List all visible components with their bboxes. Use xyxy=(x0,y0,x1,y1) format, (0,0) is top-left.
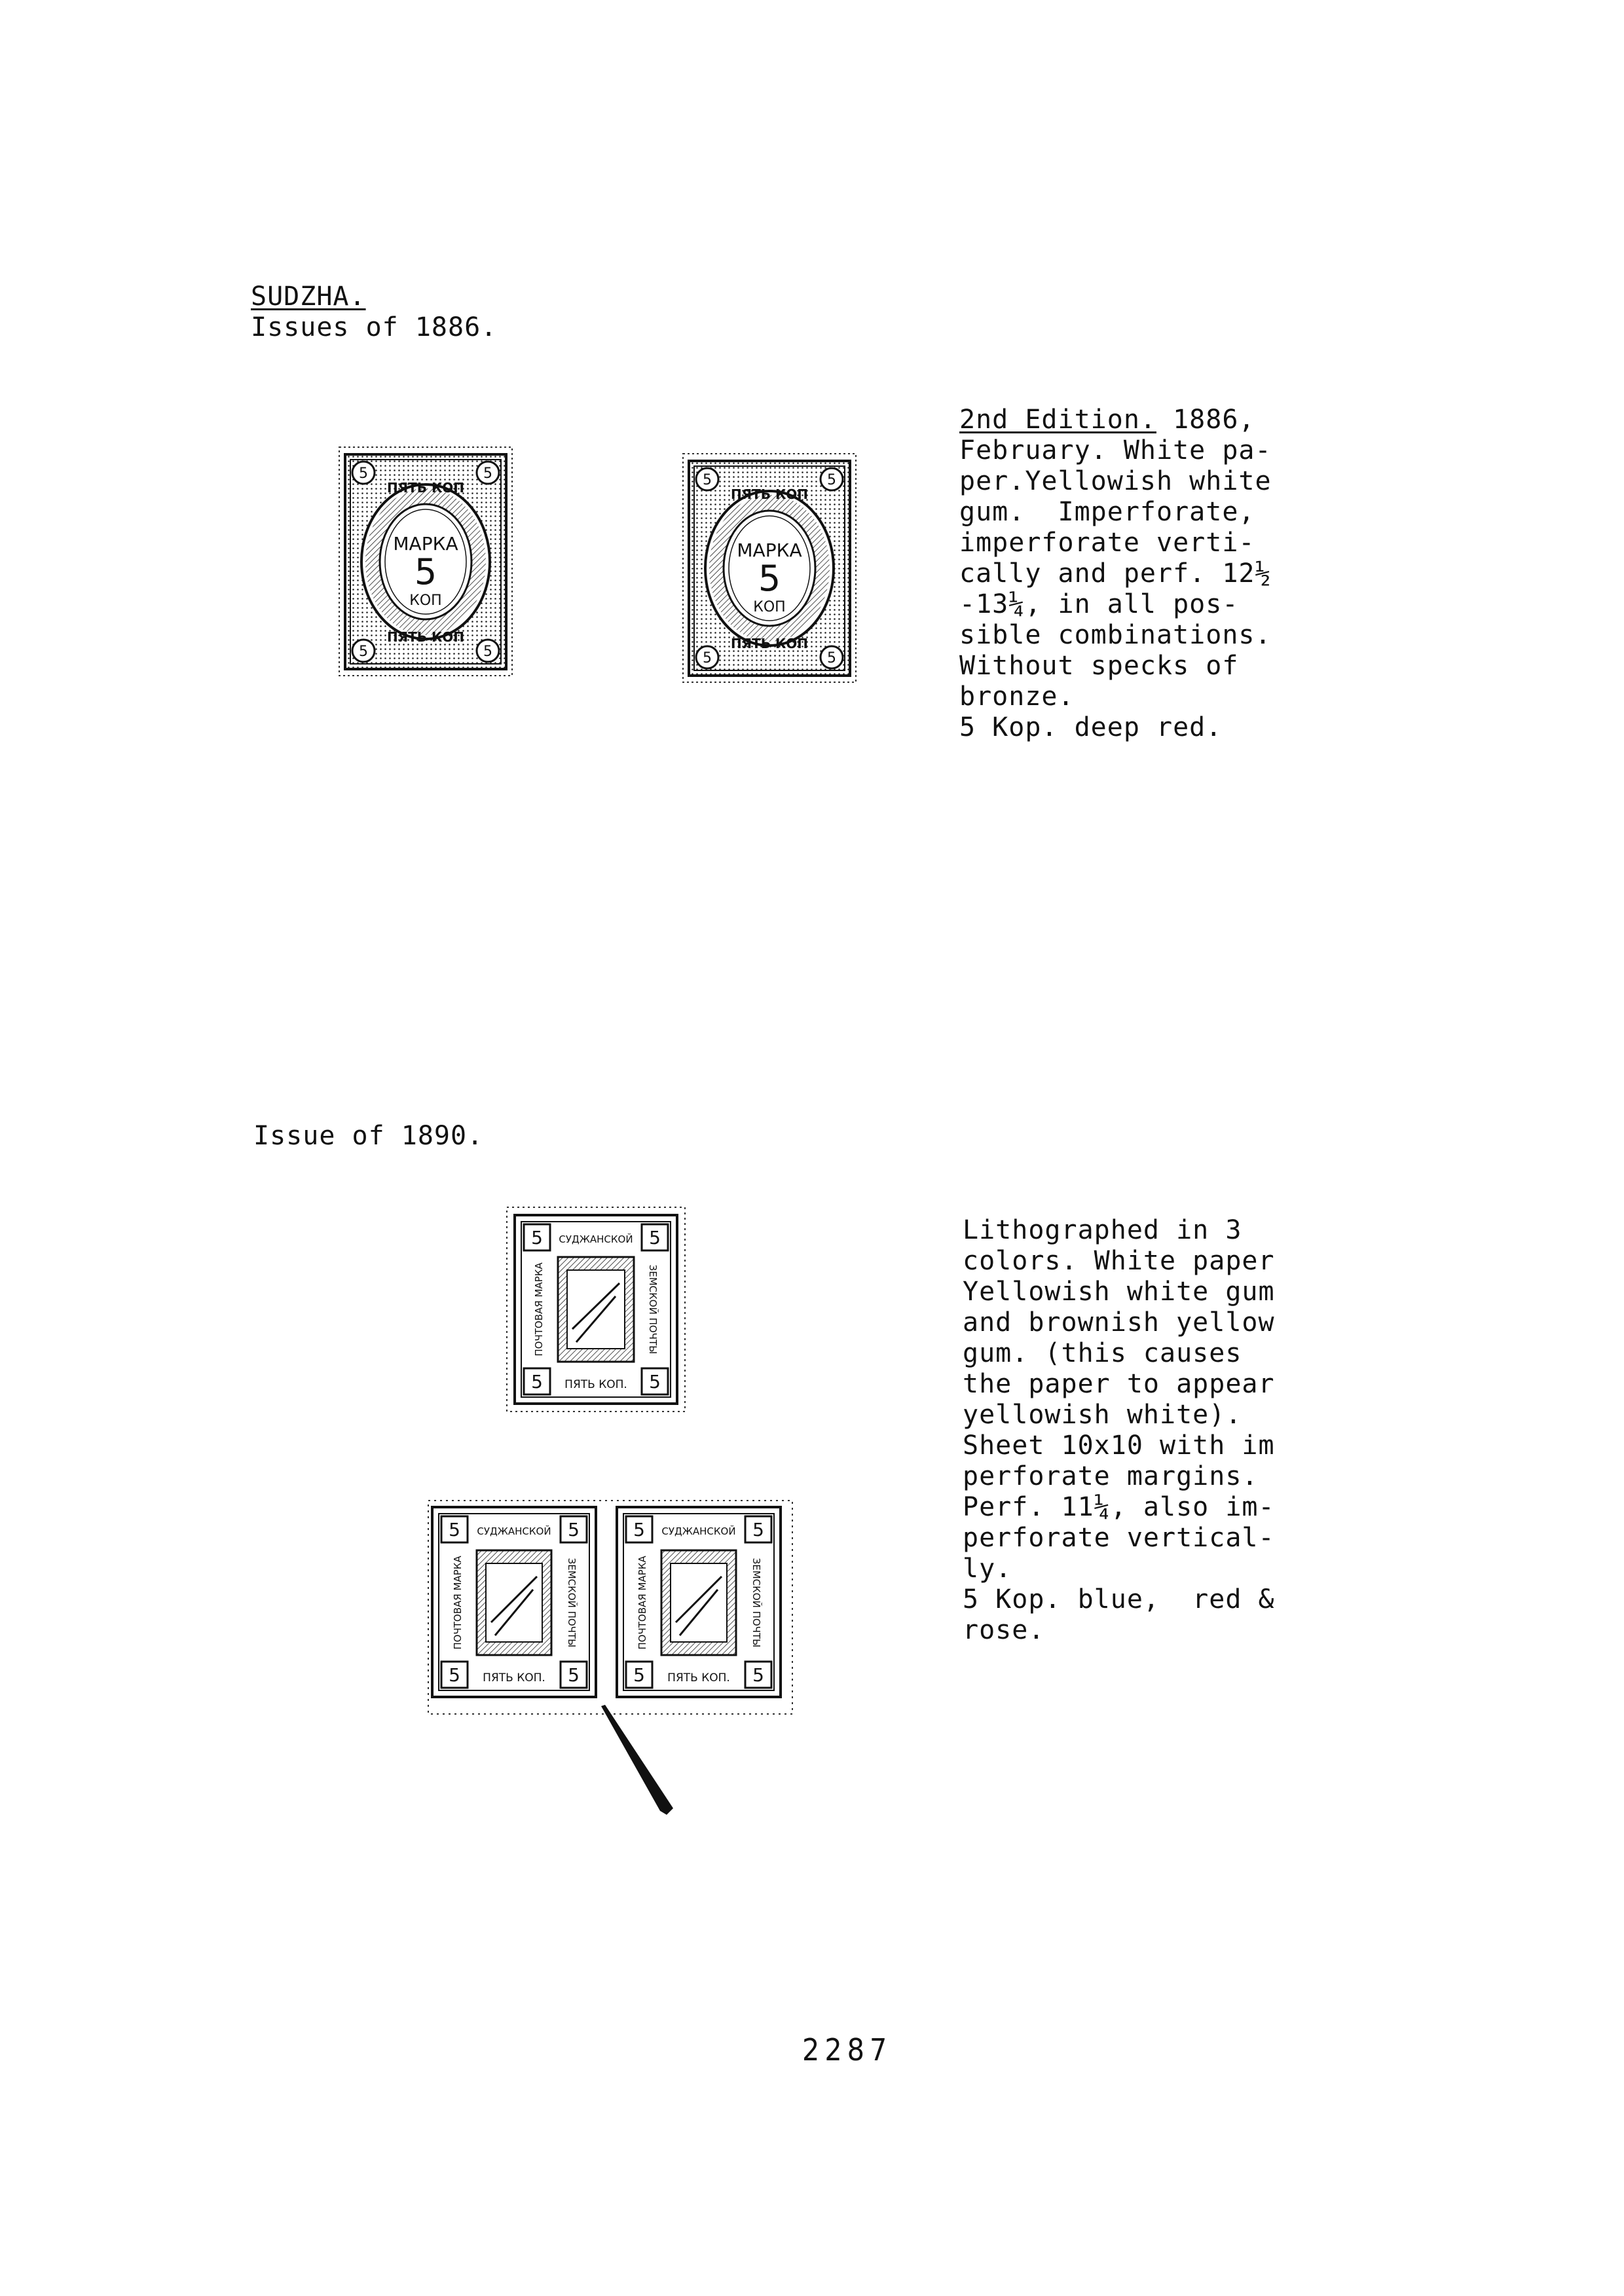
stamp-top-text: ПЯТЬ КОП xyxy=(730,486,809,502)
description-line: Sheet 10x10 with im xyxy=(963,1430,1275,1461)
stamp-top-text: СУДЖАНСКОЙ xyxy=(559,1233,633,1245)
stamp-1890-pair xyxy=(427,1499,794,1715)
corner-value: 5 xyxy=(359,644,368,660)
page-number: 2287 xyxy=(802,2032,893,2068)
description-line: yellowish white). xyxy=(963,1400,1242,1430)
description-line: perforate margins. xyxy=(963,1461,1259,1491)
corner-value: 5 xyxy=(633,1664,645,1686)
description-line: gum. Imperforate, xyxy=(959,497,1255,527)
description-line: Lithographed in 3 xyxy=(963,1215,1242,1245)
description-line: ly. xyxy=(963,1554,1012,1584)
description-line: Without specks of xyxy=(959,651,1239,681)
corner-value: 5 xyxy=(752,1519,764,1540)
stamp-center-word: МАРКА xyxy=(737,539,802,561)
corner-value: 5 xyxy=(531,1371,543,1393)
stamp-bottom-text: ПЯТЬ КОП xyxy=(386,629,465,645)
stamp-right-text: ЗЕМСКОЙ ПОЧТЫ xyxy=(750,1558,762,1648)
corner-value: 5 xyxy=(483,465,492,482)
issues-1886-title: Issues of 1886. xyxy=(251,312,498,342)
description-line: 5 Kop. deep red. xyxy=(959,712,1223,742)
stamp-right-text: ЗЕМСКОЙ ПОЧТЫ xyxy=(647,1264,659,1355)
corner-value: 5 xyxy=(449,1664,460,1686)
stamp-1886-right xyxy=(681,452,858,684)
description-line: -13¼, in all pos- xyxy=(959,589,1239,619)
edition-title: 2nd Edition. xyxy=(959,405,1156,435)
stamp-top-text: СУДЖАНСКОЙ xyxy=(661,1525,736,1537)
description-line: rose. xyxy=(963,1615,1045,1645)
stamp-pair-left xyxy=(432,1507,596,1697)
description-line: and brownish yellow xyxy=(963,1307,1275,1338)
description-1886 xyxy=(959,405,1365,743)
corner-value: 5 xyxy=(568,1664,580,1686)
corner-value: 5 xyxy=(531,1227,543,1248)
description-line: the paper to appear xyxy=(963,1369,1275,1399)
description-line: perforate vertical- xyxy=(963,1523,1275,1553)
stamp-top-text: СУДЖАНСКОЙ xyxy=(477,1525,551,1537)
pointer-arrow-icon xyxy=(589,1702,681,1820)
corner-value: 5 xyxy=(703,472,712,488)
description-line: sible combinations. xyxy=(959,620,1272,650)
description-line: cally and perf. 12½ xyxy=(959,558,1272,589)
corner-value: 5 xyxy=(827,650,836,666)
issue-1890-title: Issue of 1890. xyxy=(253,1121,484,1151)
description-line: 5 Kop. blue, red & xyxy=(963,1584,1275,1614)
stamp-left-text: ПОЧТОВАЯ МАРКА xyxy=(637,1556,648,1650)
town-title: SUDZHA. xyxy=(251,282,366,312)
description-line: imperforate verti- xyxy=(959,528,1255,558)
description-line: colors. White paper xyxy=(963,1246,1275,1276)
stamp-value: 5 xyxy=(414,551,437,592)
description-line: per.Yellowish white xyxy=(959,466,1272,496)
heading-block xyxy=(251,282,497,343)
stamp-top-text: ПЯТЬ КОП xyxy=(386,480,465,496)
stamp-left-text: ПОЧТОВАЯ МАРКА xyxy=(452,1556,464,1650)
description-line: gum. (this causes xyxy=(963,1338,1242,1368)
corner-value: 5 xyxy=(359,465,368,482)
description-line: 1886, xyxy=(1156,405,1255,435)
stamp-left-text: ПОЧТОВАЯ МАРКА xyxy=(533,1262,545,1357)
stamp-unit: КОП xyxy=(409,592,442,609)
stamp-unit: КОП xyxy=(753,599,786,615)
corner-value: 5 xyxy=(703,650,712,666)
description-line: February. White pa- xyxy=(959,435,1272,465)
corner-value: 5 xyxy=(449,1519,460,1540)
corner-value: 5 xyxy=(649,1371,661,1393)
description-1890 xyxy=(963,1215,1369,1646)
stamp-1890-single xyxy=(504,1205,688,1414)
corner-value: 5 xyxy=(649,1227,661,1248)
description-line: Yellowish white gum xyxy=(963,1277,1275,1307)
stamp-bottom-text: ПЯТЬ КОП. xyxy=(564,1378,627,1391)
stamp-right-text: ЗЕМСКОЙ ПОЧТЫ xyxy=(566,1558,578,1648)
stamp-center-word: МАРКА xyxy=(393,533,458,555)
stamp-bottom-text: ПЯТЬ КОП. xyxy=(667,1671,730,1685)
description-1886-first-line xyxy=(959,405,1365,435)
description-line: Perf. 11¼, also im- xyxy=(963,1492,1275,1522)
stamp-value: 5 xyxy=(758,558,781,599)
description-line: bronze. xyxy=(959,682,1075,712)
stamp-pair-right xyxy=(617,1507,781,1697)
stamp-bottom-text: ПЯТЬ КОП. xyxy=(483,1671,545,1685)
corner-value: 5 xyxy=(752,1664,764,1686)
stamp-1886-left xyxy=(337,445,514,678)
corner-value: 5 xyxy=(568,1519,580,1540)
corner-value: 5 xyxy=(827,472,836,488)
stamp-bottom-text: ПЯТЬ КОП xyxy=(730,636,809,651)
corner-value: 5 xyxy=(483,644,492,660)
corner-value: 5 xyxy=(633,1519,645,1540)
